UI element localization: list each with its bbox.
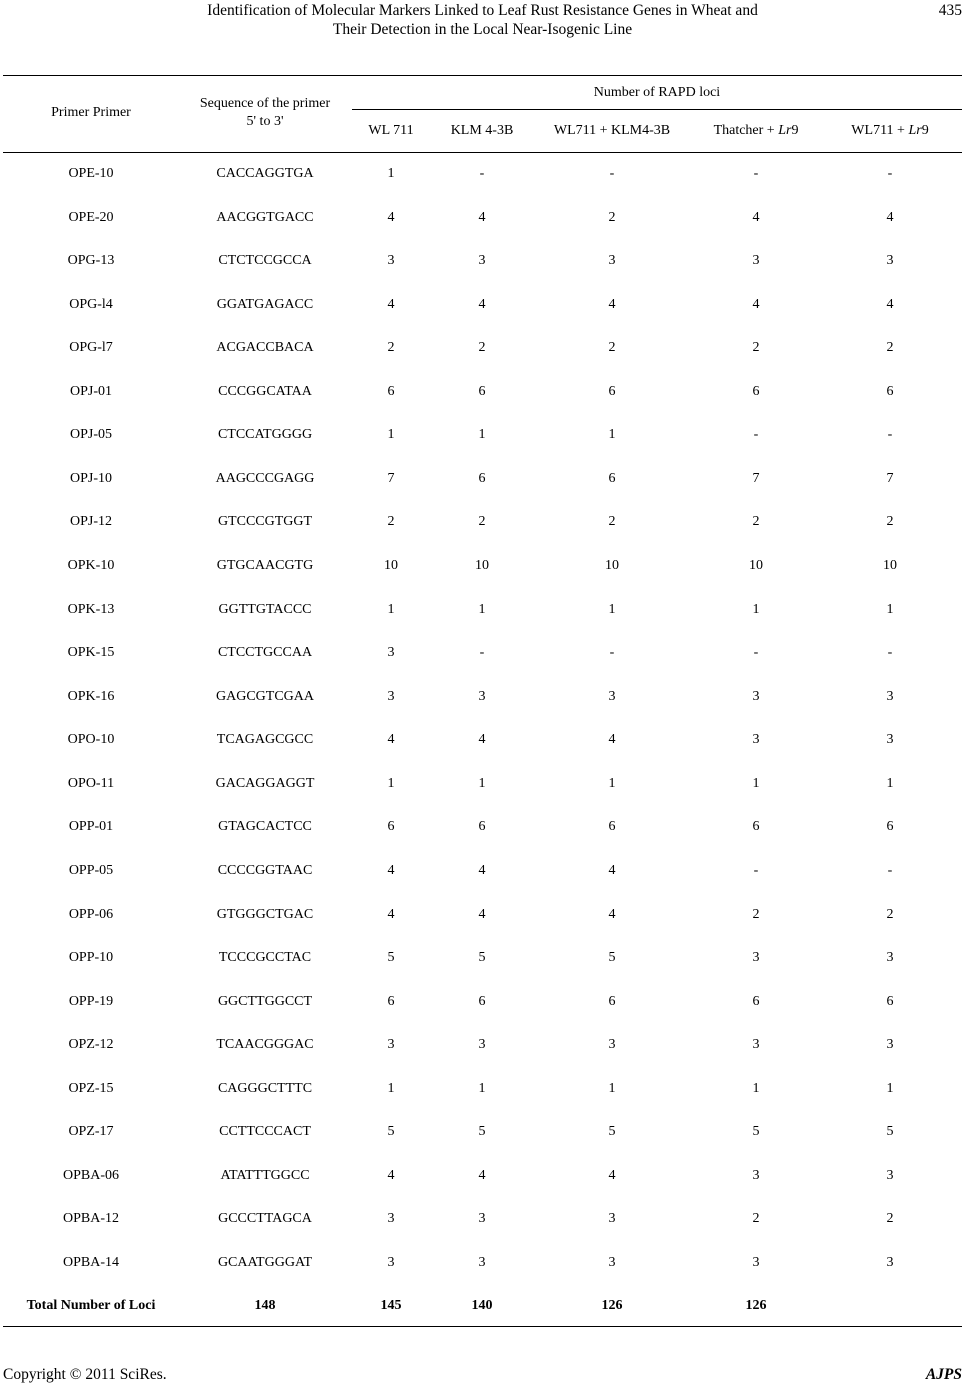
table-bottom-rule — [3, 1326, 962, 1327]
loci-count-cell: 1 — [608, 427, 616, 442]
primer-cell: OPZ-15 — [68, 1081, 114, 1096]
loci-count-cell: 6 — [478, 471, 486, 486]
loci-count-cell: 2 — [886, 907, 894, 922]
sequence-cell: GGATGAGACC — [216, 297, 314, 312]
loci-count-cell: - — [753, 645, 759, 660]
primer-cell: OPG-l4 — [69, 297, 113, 312]
primer-cell: OPE-20 — [68, 210, 114, 225]
loci-count-cell: 2 — [387, 340, 395, 355]
primer-cell: OPZ-12 — [68, 1037, 114, 1052]
loci-count-cell: 1 — [387, 166, 395, 181]
loci-count-cell: 3 — [752, 1037, 760, 1052]
loci-count-cell: 6 — [886, 994, 894, 1009]
loci-count-cell: - — [887, 863, 893, 878]
col-header-sequence-line2: 5' to 3' — [246, 114, 284, 129]
loci-count-cell: 3 — [752, 253, 760, 268]
loci-count-cell: 2 — [886, 514, 894, 529]
loci-count-cell: 1 — [478, 427, 486, 442]
loci-count-cell: 3 — [608, 253, 616, 268]
total-value: 148 — [254, 1298, 276, 1313]
loci-count-cell: - — [609, 166, 615, 181]
loci-count-cell: 10 — [384, 558, 398, 573]
primer-cell: OPP-05 — [68, 863, 114, 878]
loci-count-cell: 2 — [886, 1211, 894, 1226]
sequence-cell: CACCAGGTGA — [216, 166, 314, 181]
primer-cell: OPG-13 — [67, 253, 115, 268]
running-header — [0, 0, 965, 40]
loci-count-cell: 6 — [608, 994, 616, 1009]
loci-count-cell: 5 — [387, 950, 395, 965]
sequence-cell: CTCTCCGCCA — [218, 253, 312, 268]
loci-count-cell: 2 — [478, 340, 486, 355]
loci-count-cell: 4 — [387, 1168, 395, 1183]
loci-count-cell: - — [479, 645, 485, 660]
primer-cell: OPK-16 — [67, 689, 115, 704]
loci-count-cell: 3 — [478, 1211, 486, 1226]
primer-cell: OPBA-14 — [62, 1255, 120, 1270]
loci-count-cell: 2 — [478, 514, 486, 529]
loci-count-cell: 4 — [886, 297, 894, 312]
loci-count-cell: 1 — [886, 776, 894, 791]
loci-count-cell: 3 — [478, 253, 486, 268]
loci-count-cell: 7 — [752, 471, 760, 486]
header-bottom-rule — [3, 152, 962, 153]
loci-count-cell: 1 — [478, 1081, 486, 1096]
loci-count-cell: 6 — [478, 819, 486, 834]
sequence-cell: AAGCCCGAGG — [215, 471, 315, 486]
loci-count-cell: 4 — [608, 863, 616, 878]
primer-cell: OPK-13 — [67, 602, 115, 617]
loci-count-cell: 4 — [387, 297, 395, 312]
loci-count-cell: - — [753, 427, 759, 442]
table-top-rule — [3, 75, 962, 76]
loci-count-cell: 2 — [608, 340, 616, 355]
loci-count-cell: 6 — [608, 384, 616, 399]
primer-cell: OPJ-12 — [69, 514, 113, 529]
sequence-cell: CCCCGGTAAC — [217, 863, 313, 878]
total-label: Total Number of Loci — [26, 1298, 156, 1313]
primer-cell: OPP-10 — [68, 950, 114, 965]
loci-count-cell: 2 — [387, 514, 395, 529]
col-header-wl711-lr9 — [851, 122, 928, 140]
loci-count-cell: 4 — [752, 297, 760, 312]
primer-cell: OPP-19 — [68, 994, 114, 1009]
loci-count-cell: 4 — [886, 210, 894, 225]
loci-count-cell: 1 — [608, 1081, 616, 1096]
loci-count-cell: 1 — [608, 776, 616, 791]
copyright-notice: Copyright © 2011 SciRes. — [3, 1366, 167, 1383]
loci-count-cell: 7 — [387, 471, 395, 486]
loci-count-cell: 4 — [478, 1168, 486, 1183]
sequence-cell: CCCGGCATAA — [218, 384, 312, 399]
group-header-rule — [352, 109, 962, 110]
loci-count-cell: 4 — [608, 297, 616, 312]
loci-count-cell: 3 — [752, 950, 760, 965]
loci-count-cell: - — [753, 166, 759, 181]
sequence-cell: GTCCCGTGGT — [217, 514, 313, 529]
loci-count-cell: 10 — [883, 558, 897, 573]
primer-cell: OPK-10 — [67, 558, 115, 573]
journal-abbrev: AJPS — [925, 1366, 962, 1383]
loci-count-cell: 7 — [886, 471, 894, 486]
wl711lr-suffix: 9 — [921, 123, 929, 138]
col-header-primer: Primer Primer — [51, 105, 131, 120]
loci-count-cell: 5 — [752, 1124, 760, 1139]
loci-count-cell: 2 — [752, 340, 760, 355]
sequence-cell: GCAATGGGAT — [217, 1255, 313, 1270]
loci-count-cell: - — [887, 427, 893, 442]
loci-count-cell: 4 — [752, 210, 760, 225]
loci-count-cell: 3 — [608, 1211, 616, 1226]
loci-count-cell: 6 — [752, 994, 760, 1009]
primer-cell: OPJ-10 — [69, 471, 113, 486]
loci-count-cell: 4 — [387, 863, 395, 878]
primer-cell: OPE-10 — [68, 166, 114, 181]
loci-count-cell: 5 — [886, 1124, 894, 1139]
sequence-cell: GGTTGTACCC — [218, 602, 312, 617]
sequence-cell: CCTTCCCACT — [219, 1124, 311, 1139]
loci-count-cell: 1 — [752, 602, 760, 617]
loci-count-cell: 5 — [478, 1124, 486, 1139]
sequence-cell: ATATTTGGCC — [220, 1168, 310, 1183]
loci-count-cell: 3 — [608, 689, 616, 704]
loci-count-cell: 6 — [387, 819, 395, 834]
thatcher-prefix: Thatcher + — [713, 123, 779, 138]
sequence-cell: TCCCGCCTAC — [218, 950, 312, 965]
loci-count-cell: 3 — [387, 645, 395, 660]
loci-count-cell: 1 — [387, 602, 395, 617]
loci-count-cell: 5 — [608, 1124, 616, 1139]
loci-count-cell: 3 — [886, 689, 894, 704]
primer-cell: OPJ-05 — [69, 427, 113, 442]
loci-count-cell: 1 — [608, 602, 616, 617]
loci-count-cell: 3 — [886, 1037, 894, 1052]
loci-count-cell: 2 — [752, 514, 760, 529]
sequence-cell: AACGGTGACC — [216, 210, 314, 225]
total-value: 140 — [471, 1298, 493, 1313]
sequence-cell: TCAGAGCGCC — [216, 732, 314, 747]
loci-count-cell: 1 — [752, 776, 760, 791]
total-value: 126 — [601, 1298, 623, 1313]
loci-count-cell: 3 — [886, 253, 894, 268]
loci-count-cell: - — [753, 863, 759, 878]
primer-cell: OPZ-17 — [68, 1124, 114, 1139]
loci-count-cell: 3 — [752, 1255, 760, 1270]
loci-count-cell: 4 — [387, 210, 395, 225]
loci-count-cell: 4 — [608, 732, 616, 747]
loci-count-cell: 3 — [752, 1168, 760, 1183]
sequence-cell: GCCCTTAGCA — [218, 1211, 312, 1226]
wl711lr-gene: Lr — [908, 123, 922, 138]
primer-cell: OPO-10 — [67, 732, 115, 747]
loci-count-cell: 3 — [387, 689, 395, 704]
sequence-cell: GGCTTGGCCT — [217, 994, 313, 1009]
running-title-line2: Their Detection in the Local Near-Isogenic Line — [332, 21, 633, 38]
primer-cell: OPO-11 — [67, 776, 115, 791]
loci-count-cell: 3 — [478, 1037, 486, 1052]
loci-count-cell: 1 — [478, 602, 486, 617]
loci-count-cell: 2 — [608, 514, 616, 529]
primer-cell: OPBA-12 — [62, 1211, 120, 1226]
loci-count-cell: 1 — [387, 776, 395, 791]
loci-count-cell: 6 — [752, 819, 760, 834]
loci-count-cell: 2 — [608, 210, 616, 225]
total-value: 126 — [745, 1298, 767, 1313]
sequence-cell: ACGACCBACA — [216, 340, 314, 355]
loci-count-cell: 4 — [387, 732, 395, 747]
col-header-thatcher-lr9 — [714, 122, 799, 140]
page-number: 435 — [938, 2, 962, 19]
col-header-wl711-klm: WL711 + KLM4-3B — [553, 123, 671, 138]
sequence-cell: TCAACGGGAC — [216, 1037, 314, 1052]
loci-count-cell: 4 — [608, 907, 616, 922]
loci-count-cell: 3 — [752, 689, 760, 704]
loci-count-cell: - — [609, 645, 615, 660]
total-value: 145 — [380, 1298, 402, 1313]
loci-count-cell: 2 — [752, 1211, 760, 1226]
loci-count-cell: 1 — [886, 602, 894, 617]
thatcher-suffix: 9 — [791, 123, 799, 138]
primer-cell: OPK-15 — [67, 645, 115, 660]
thatcher-gene: Lr — [778, 123, 792, 138]
loci-count-cell: 4 — [387, 907, 395, 922]
loci-count-cell: 2 — [752, 907, 760, 922]
loci-count-cell: 6 — [608, 819, 616, 834]
sequence-cell: GAGCGTCGAA — [216, 689, 314, 704]
loci-count-cell: 3 — [478, 1255, 486, 1270]
col-header-sequence-line1: Sequence of the primer — [199, 96, 331, 111]
primer-cell: OPJ-01 — [69, 384, 113, 399]
loci-count-cell: 1 — [387, 427, 395, 442]
running-title-line1: Identification of Molecular Markers Linked to Leaf Rust Resistance Genes in Wheat and — [207, 2, 758, 19]
loci-count-cell: 1 — [886, 1081, 894, 1096]
loci-count-cell: - — [479, 166, 485, 181]
loci-count-cell: 2 — [886, 340, 894, 355]
loci-count-cell: 3 — [387, 253, 395, 268]
loci-count-cell: 3 — [608, 1255, 616, 1270]
loci-count-cell: 3 — [752, 732, 760, 747]
loci-count-cell: 10 — [475, 558, 489, 573]
loci-count-cell: 6 — [478, 994, 486, 1009]
loci-count-cell: 6 — [752, 384, 760, 399]
loci-count-cell: 10 — [605, 558, 619, 573]
primer-cell: OPP-01 — [68, 819, 114, 834]
loci-count-cell: 3 — [608, 1037, 616, 1052]
loci-count-cell: 4 — [608, 1168, 616, 1183]
primer-cell: OPBA-06 — [62, 1168, 120, 1183]
loci-count-cell: 4 — [478, 732, 486, 747]
loci-count-cell: 6 — [387, 384, 395, 399]
loci-count-cell: 4 — [478, 907, 486, 922]
loci-count-cell: 3 — [886, 950, 894, 965]
loci-count-cell: 1 — [478, 776, 486, 791]
loci-count-cell: 3 — [387, 1037, 395, 1052]
loci-count-cell: 3 — [886, 1168, 894, 1183]
loci-count-cell: 5 — [387, 1124, 395, 1139]
loci-count-cell: 3 — [387, 1255, 395, 1270]
loci-count-cell: 4 — [478, 297, 486, 312]
primer-cell: OPP-06 — [68, 907, 114, 922]
loci-count-cell: 6 — [886, 384, 894, 399]
loci-count-cell: 3 — [886, 1255, 894, 1270]
loci-count-cell: - — [887, 166, 893, 181]
sequence-cell: GTAGCACTCC — [218, 819, 312, 834]
loci-count-cell: 10 — [749, 558, 763, 573]
loci-count-cell: 6 — [478, 384, 486, 399]
sequence-cell: CAGGGCTTTC — [217, 1081, 313, 1096]
loci-count-cell: 6 — [608, 471, 616, 486]
loci-count-cell: 1 — [752, 1081, 760, 1096]
group-header-rapd-loci: Number of RAPD loci — [593, 85, 721, 100]
sequence-cell: CTCCATGGGG — [217, 427, 313, 442]
primer-cell: OPG-l7 — [69, 340, 113, 355]
wl711lr-prefix: WL711 + — [851, 123, 909, 138]
loci-count-cell: 1 — [387, 1081, 395, 1096]
loci-count-cell: 5 — [478, 950, 486, 965]
loci-count-cell: 4 — [478, 210, 486, 225]
sequence-cell: CTCCTGCCAA — [217, 645, 313, 660]
col-header-klm: KLM 4-3B — [450, 123, 514, 138]
loci-count-cell: 3 — [886, 732, 894, 747]
page-footer — [0, 1366, 965, 1386]
sequence-cell: GTGGGCTGAC — [216, 907, 314, 922]
sequence-cell: GACAGGAGGT — [215, 776, 315, 791]
loci-count-cell: 5 — [608, 950, 616, 965]
loci-count-cell: - — [887, 645, 893, 660]
loci-count-cell: 6 — [886, 819, 894, 834]
loci-count-cell: 6 — [387, 994, 395, 1009]
loci-count-cell: 3 — [478, 689, 486, 704]
col-header-wl711: WL 711 — [368, 123, 414, 138]
sequence-cell: GTGCAACGTG — [216, 558, 314, 573]
loci-count-cell: 4 — [478, 863, 486, 878]
loci-count-cell: 3 — [387, 1211, 395, 1226]
